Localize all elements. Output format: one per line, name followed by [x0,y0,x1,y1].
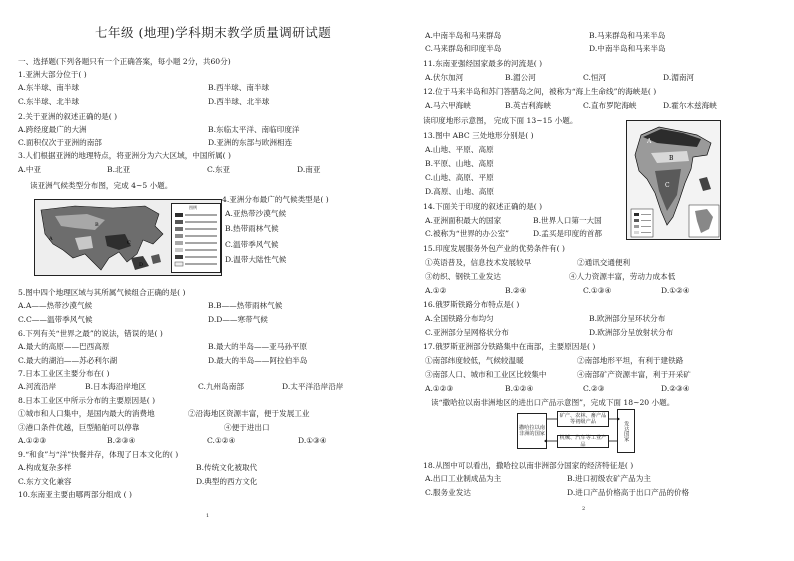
q17-statement-2: ②南部地形平坦，有利于建铁路 [577,356,684,365]
q4-stem: 4.亚洲分布最广的气候类型是( ) [222,195,329,204]
q18-stem: 18.从图中可以看出，撒哈拉以南非洲部分国家的经济特征是( ) [423,461,634,470]
q18-option-b[interactable]: B.进口初级农矿产品为主 [567,474,651,483]
q13-option-d[interactable]: D.高原、山地、高原 [425,187,494,196]
q2-option-a[interactable]: A.跨经度最广的大洲 [18,125,87,134]
arrow-to-africa-icon [544,439,547,443]
q17-option-a[interactable]: A.①②③ [425,384,454,393]
q7-option-b[interactable]: B.日本海沿岸地区 [85,382,147,391]
q14-option-d[interactable]: D.孟买是印度的首都 [533,229,602,238]
india-map-intro: 读印度地形示意图， 完成下面 13~15 小题。 [423,116,578,125]
q4-option-d[interactable]: D.温带大陆性气候 [225,255,287,264]
q16-stem: 16.俄罗斯铁路分布特点是( ) [423,300,520,309]
india-terrain-map-drawing [627,121,721,240]
q1-option-c[interactable]: C.东半球、北半球 [18,97,80,106]
q3-stem: 3.人们根据亚洲的地理特点，将亚洲分为六大区域，中国所属( ) [18,151,232,160]
q6-option-b[interactable]: B.最大的半岛——亚马孙平原 [208,342,308,351]
q13-option-b[interactable]: B.平原、山地、高原 [425,159,494,168]
q7-option-d[interactable]: D.太平洋沿岸沿岸 [282,382,344,391]
q2-stem: 2.关于亚洲的叙述正确的是( ) [18,112,118,121]
q3-option-d[interactable]: D.南亚 [297,165,321,174]
svg-text:A: A [49,236,53,242]
india-map-label-a: A [647,138,652,145]
q6-option-d[interactable]: D.最大的半岛——阿拉伯半岛 [208,356,308,365]
q1-option-b[interactable]: B.西半球、南半球 [208,83,270,92]
q10-option-b[interactable]: B.马来群岛和马来半岛 [589,31,666,40]
q8-option-d[interactable]: D.①③④ [298,436,327,445]
flow-box-africa: 撒哈拉以南非洲的国家 [517,413,547,449]
q14-option-a[interactable]: A.亚洲面积最大的国家 [425,216,502,225]
q11-stem: 11.东南亚强经国家最多的河流是( ) [423,59,543,68]
legend-swatches [173,212,221,274]
q9-option-a[interactable]: A.构成复杂多样 [18,463,72,472]
q16-option-c[interactable]: C.亚洲部分呈网格状分布 [425,328,509,337]
q14-option-c[interactable]: C.被称为“世界的办公室” [425,229,510,238]
q10-option-d[interactable]: D.中南半岛和马来半岛 [589,44,666,53]
q11-option-a[interactable]: A.伏尔加河 [425,73,464,82]
q15-statement-3: ③纺织、钢铁工业发达 [425,272,501,281]
q2-option-b[interactable]: B.东临太平洋、南临印度洋 [208,125,300,134]
q18-option-a[interactable]: A.出口工业制成品为主 [425,474,502,483]
q6-option-c[interactable]: C.最大的湖泊——苏必利尔湖 [18,356,118,365]
q18-option-d[interactable]: D.进口产品价格高于出口产品的价格 [567,488,690,497]
section-heading: 一、选择题(下列各题只有一个正确答案，每小题 2分，共60分) [18,57,231,66]
q8-stem: 8.日本工业区中所示分布的主要原因是( ) [18,396,156,405]
q11-option-c[interactable]: C.恒河 [583,73,607,82]
flow-arrows [517,409,641,453]
q9-option-d[interactable]: D.典型的西方文化 [196,477,258,486]
q15-option-a[interactable]: A.①② [425,286,447,295]
q5-stem: 5.图中四个地理区域与其所属气候组合正确的是( ) [18,288,186,297]
q15-stem: 15.印度发展服务外包产业的优势条件有( ) [423,244,565,253]
q14-stem: 14.下面关于印度的叙述正确的是( ) [423,202,543,211]
q3-option-a[interactable]: A.中亚 [18,165,42,174]
india-map-label-b: B [669,155,674,162]
q11-option-d[interactable]: D.湄南河 [663,73,695,82]
q5-option-b[interactable]: B.B——热带雨林气候 [208,301,283,310]
flow-box-imports: 机械、汽车等工业产品 [557,435,609,448]
q1-option-d[interactable]: D.西半球、北半球 [208,97,270,106]
q8-option-a[interactable]: A.①②③ [18,436,47,445]
q16-option-a[interactable]: A.全国铁路分布均匀 [425,314,494,323]
q2-option-d[interactable]: D.亚洲的东部与欧洲相连 [208,138,293,147]
q12-option-a[interactable]: A.马六甲海峡 [425,101,471,110]
q13-option-c[interactable]: C.山地、高原、平原 [425,173,494,182]
q4-option-b[interactable]: B.热带雨林气候 [225,224,279,233]
q17-statement-1: ①南部纬度较低，气候较温暖 [425,356,524,365]
q5-option-c[interactable]: C.C——温带季风气候 [18,315,93,324]
q17-stem: 17.俄罗斯亚洲部分铁路集中在南部，主要原因是( ) [423,342,596,351]
flow-box-developed: 发达国家 [617,409,635,453]
page-number-2: 2 [582,506,586,512]
q3-option-c[interactable]: C.东亚 [207,165,231,174]
q6-option-a[interactable]: A.最大的高原——巴西高原 [18,342,110,351]
q9-option-c[interactable]: C.东方文化兼容 [18,477,72,486]
q5-option-d[interactable]: D.D——寒带气候 [208,315,268,324]
flow-box-exports: 矿产、农林、畜产品等初级产品 [557,411,609,427]
q7-option-c[interactable]: C.九州岛南部 [198,382,244,391]
exam-title: 七年级 (地理)学科期末教学质量调研试题 [95,25,332,40]
q3-option-b[interactable]: B.北亚 [107,165,131,174]
q13-stem: 13.图中 ABC 三处地形分别是( ) [423,131,534,140]
page-number-1: 1 [206,513,210,519]
q8-statement-1: ①城市和人口集中，是国内最大的消费地 [18,409,155,418]
asia-climate-map [34,199,222,276]
q17-option-c[interactable]: C.②③ [583,384,605,393]
q15-option-d[interactable]: D.①②④ [661,286,690,295]
q15-statement-4: ④人力资源丰富，劳动力成本低 [569,272,676,281]
q12-option-d[interactable]: D.霍尔木兹海峡 [663,101,717,110]
q11-option-b[interactable]: B.湄公河 [505,73,536,82]
trade-flow-diagram [517,409,641,453]
arrow-to-developed-icon [617,417,620,421]
q16-option-d[interactable]: D.欧洲部分呈放射状分布 [589,328,674,337]
q12-stem: 12.位于马来半岛和苏门答腊岛之间，被称为“海上生命线”的海峡是( ) [423,87,657,96]
q15-option-b[interactable]: B.②④ [505,286,527,295]
legend-title: 图例 [189,205,197,210]
q10-option-c[interactable]: C.马来群岛和印度半岛 [425,44,502,53]
q8-statement-2: ②沿海地区资源丰富，便于发展工业 [188,409,310,418]
svg-text:B: B [95,222,99,228]
q12-option-c[interactable]: C.直布罗陀海峡 [583,101,637,110]
climate-map-intro: 读亚洲气候类型分布图，完成 4~5 小题。 [30,181,173,190]
q8-option-b[interactable]: B.②③④ [107,436,136,445]
q8-statement-3: ③港口条件优越，巨型船舶可以停靠 [18,423,140,432]
india-map-label-c: C [665,182,670,189]
q2-option-c[interactable]: C.面积仅次于亚洲的南部 [18,138,102,147]
q9-stem: 9.“和食”与“洋”快餐并存，体现了日本文化的( ) [18,450,179,459]
q1-stem: 1.亚洲大部分位于( ) [18,70,87,79]
q18-option-c[interactable]: C.服务业发达 [425,488,471,497]
q10-option-a[interactable]: A.中南半岛和马来群岛 [425,31,502,40]
q7-option-a[interactable]: A.河流沿岸 [18,382,57,391]
q17-option-b[interactable]: B.①②④ [505,384,534,393]
q13-option-a[interactable]: A.山地、平原、高原 [425,145,494,154]
q5-option-a[interactable]: A.A——热带沙漠气候 [18,301,93,310]
q7-stem: 7.日本工业区主要分布在( ) [18,369,110,378]
q6-stem: 6.下列有关“世界之最”的说法，错误的是( ) [18,329,163,338]
q17-statement-3: ③南部人口、城市和工业区比较集中 [425,370,547,379]
q1-option-a[interactable]: A.东半球、南半球 [18,83,80,92]
climate-map-legend [171,203,221,273]
q16-option-b[interactable]: B.欧洲部分呈环状分布 [589,314,666,323]
q9-option-b[interactable]: B.传统文化被取代 [196,463,258,472]
q15-option-c[interactable]: C.①③④ [583,286,612,295]
q8-statement-4: ④便于进出口 [224,423,270,432]
q17-statement-4: ④南部矿产资源丰富，利于开采矿 [577,370,691,379]
right-page [397,0,794,561]
q12-option-b[interactable]: B.英吉利海峡 [505,101,551,110]
q8-option-c[interactable]: C.①②④ [207,436,236,445]
q10-stem: 10.东南亚主要由哪两部分组成 ( ) [18,490,132,499]
q15-statement-2: ②通讯交通便利 [577,258,631,267]
q14-option-b[interactable]: B.世界人口第一大国 [533,216,602,225]
q17-option-d[interactable]: D.②③④ [661,384,690,393]
q15-statement-1: ①英语普及，信息技术发展较早 [425,258,532,267]
svg-text:C: C [127,240,131,246]
svg-text:D: D [139,262,144,268]
india-terrain-map [626,120,721,240]
q4-option-c[interactable]: C.温带季风气候 [225,240,279,249]
q4-option-a[interactable]: A.亚热带沙漠气候 [225,209,287,218]
flow-diagram-intro: 读“撒哈拉以南非洲地区的进出口产品示意图”，完成下面 18~20 小题。 [431,398,675,407]
